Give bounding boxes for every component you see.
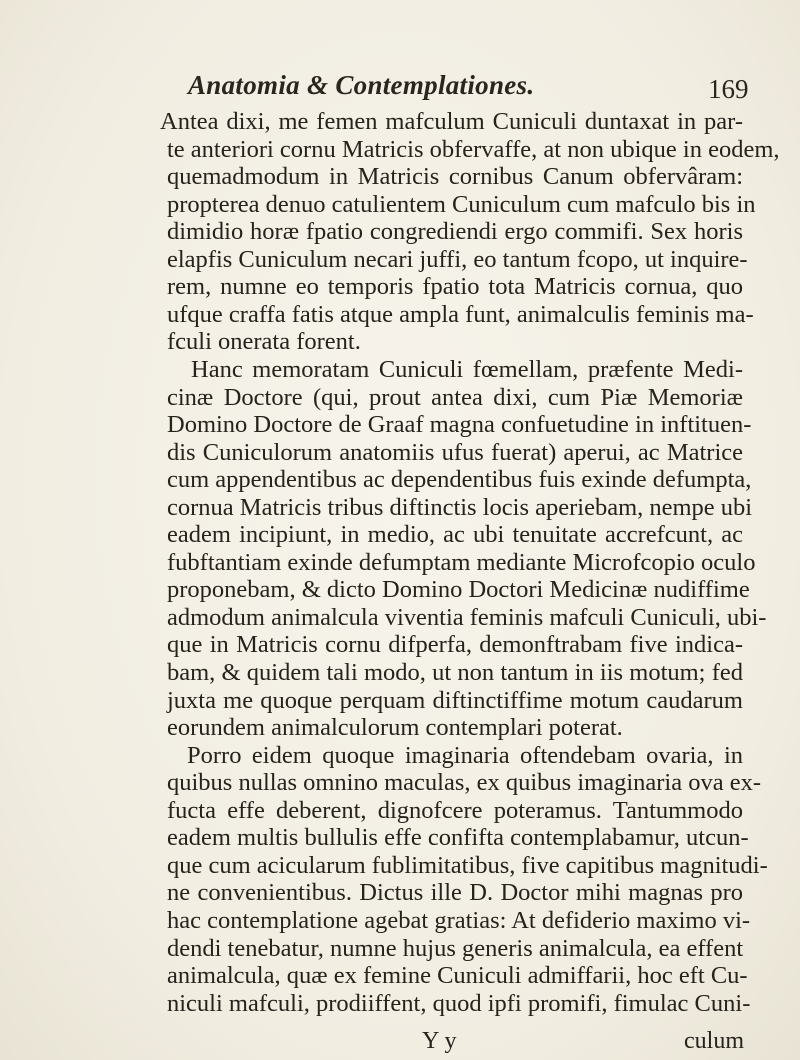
- text-line: eorundem animalculorum contemplari poterat.: [167, 714, 623, 742]
- text-line: Hanc memoratam Cuniculi fœmellam, præfente Medi-: [191, 355, 743, 383]
- text-line: fculi onerata forent.: [167, 328, 361, 356]
- text-line: Porro eidem quoque imaginaria oftendebam ovaria, in: [187, 741, 743, 769]
- text-line: proponebam, & dicto Domino Doctori Medicinæ nudiffime: [167, 576, 750, 604]
- text-line: dis Cuniculorum anatomiis ufus fuerat) aperui, ac Matrice: [167, 438, 743, 466]
- page-number: 169: [708, 74, 749, 104]
- signature-mark: Y y: [422, 1028, 457, 1054]
- text-line: juxta me quoque perquam diftinctiffime motum caudarum: [167, 686, 743, 714]
- text-line: fucta effe deberent, dignofcere poteramus. Tantummodo: [167, 796, 743, 824]
- text-line: admodum animalcula viventia feminis mafculi Cuniculi, ubi-: [167, 603, 767, 631]
- text-line: hac contemplatione agebat gratias: At defiderio maximo vi-: [167, 906, 751, 934]
- text-line: dendi tenebatur, numne hujus generis animalcula, ea effent: [167, 934, 744, 962]
- text-line: fubftantiam exinde defumptam mediante Microfcopio oculo: [167, 548, 756, 576]
- text-line: eadem incipiunt, in medio, ac ubi tenuitate accrefcunt, ac: [167, 521, 743, 549]
- text-line: que in Matricis cornu difperfa, demonftrabam five indica-: [167, 631, 743, 659]
- text-line: niculi mafculi, prodiiffent, quod ipfi promifi, fimulac Cuni-: [167, 989, 751, 1017]
- text-line: que cum acicularum fublimitatibus, five capitibus magnitudi-: [167, 851, 768, 879]
- text-line: dimidio horæ fpatio congrediendi ergo commifi. Sex horis: [167, 218, 743, 246]
- running-head: Anatomia & Contemplationes.: [188, 70, 535, 100]
- text-line: ne convenientibus. Dictus ille D. Doctor mihi magnas pro: [167, 879, 743, 907]
- catchword: culum: [684, 1028, 744, 1054]
- text-line: cinæ Doctore (qui, prout antea dixi, cum Piæ Memoriæ: [167, 383, 743, 411]
- text-line: quibus nullas omnino maculas, ex quibus imaginaria ova ex-: [167, 769, 762, 797]
- text-line: propterea denuo catulientem Cuniculum cum mafculo bis in: [167, 190, 756, 218]
- page-footer: [0, 1028, 800, 1058]
- text-line: quemadmodum in Matricis cornibus Canum obfervâram:: [167, 163, 743, 191]
- text-line: ufque craffa fatis atque ampla funt, animalculis feminis ma-: [167, 300, 754, 328]
- text-line: elapfis Cuniculum necari juffi, eo tantum fcopo, ut inquire-: [167, 245, 748, 273]
- text-line: rem, numne eo temporis fpatio tota Matricis cornua, quo: [167, 273, 743, 301]
- text-line: te anteriori cornu Matricis obfervaffe, at non ubique in eodem,: [167, 135, 780, 163]
- text-line: cornua Matricis tribus diftinctis locis aperiebam, nempe ubi: [167, 493, 753, 521]
- page-header: [0, 62, 800, 102]
- text-line: bam, & quidem tali modo, ut non tantum in iis motum; fed: [167, 659, 743, 686]
- text-line: cum appendentibus ac dependentibus fuis exinde defumpta,: [167, 466, 752, 494]
- text-line: Antea dixi, me femen mafculum Cuniculi duntaxat in par-: [160, 108, 743, 135]
- text-line: eadem multis bullulis effe confifta contemplabamur, utcun-: [167, 824, 749, 852]
- text-line: animalcula, quæ ex femine Cuniculi admiffarii, hoc eft Cu-: [167, 962, 748, 990]
- text-line: Domino Doctore de Graaf magna confuetudine in inftituen-: [167, 411, 752, 439]
